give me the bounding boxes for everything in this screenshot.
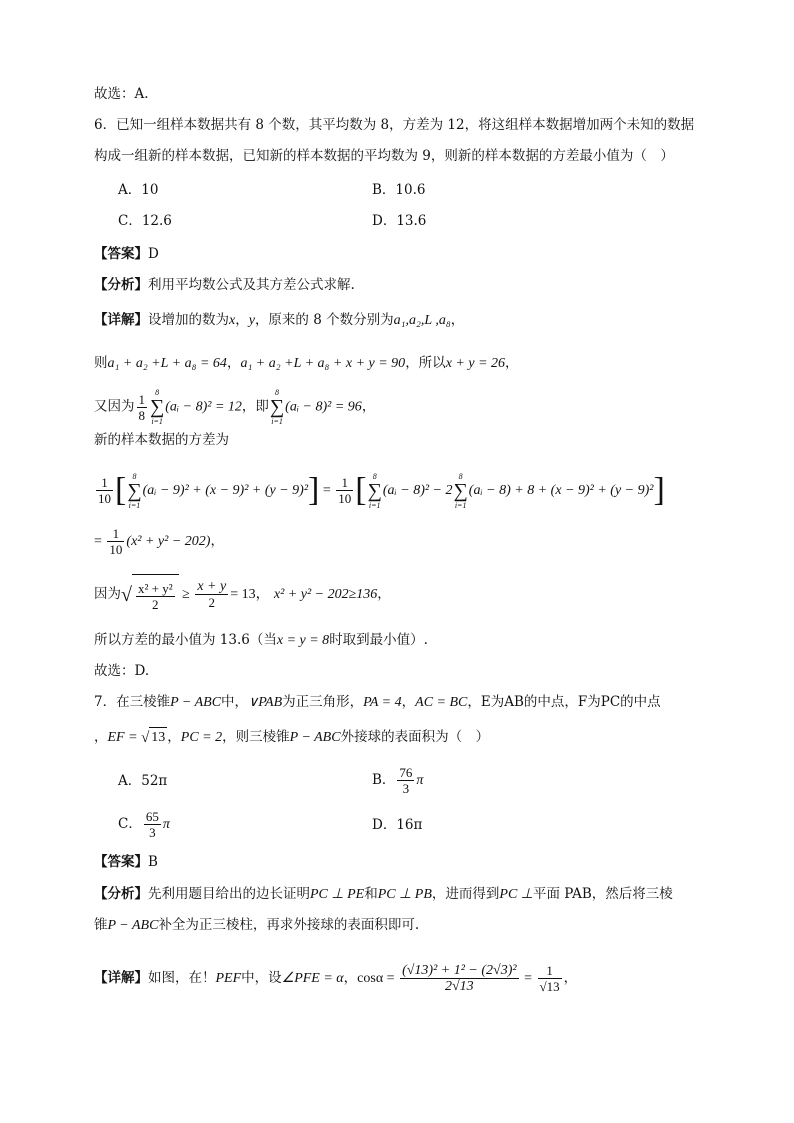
q7-answer-line <box>94 852 158 872</box>
fraction-1-10: $\frac{1}{10}$ <box>98 475 111 506</box>
sigma-icon: 8 ∑ i=1 <box>367 471 382 510</box>
frac-num: 76 <box>399 765 413 780</box>
bracket-open: [ <box>115 471 127 509</box>
perp-pc-plane: PC ⊥ <box>499 887 533 902</box>
q6-detail-line3: 又因为 $\frac{1}{8}$ 8 ∑ i=1 (aᵢ − 8)² = 12，即 8 ∑ i=1 (aᵢ − 8)² = 96， <box>94 388 376 426</box>
answer-tag: 【答案】 <box>94 246 148 262</box>
sigma-icon: 8 ∑ i=1 <box>269 388 285 426</box>
q7-text: 7．在三棱锥 <box>94 694 171 710</box>
inequality-result: x² + y² − 202≥136 <box>273 587 378 603</box>
comma: ， <box>377 586 391 603</box>
comma: ， <box>343 970 358 986</box>
comma: ， <box>401 694 416 710</box>
radicand: 13 <box>149 727 167 748</box>
q6-option-b: B．10.6 <box>372 182 426 198</box>
q7-analysis-text: 先利用题目给出的边长证明 <box>148 886 310 902</box>
sigma-icon: 8 ∑ i=1 <box>453 471 468 510</box>
min-text-end: 时取到最小值）. <box>329 632 428 648</box>
q7-detail-text: 中，设 <box>241 970 282 986</box>
analysis-tag: 【分析】 <box>94 277 148 293</box>
q6-option-d: D．13.6 <box>372 213 427 229</box>
answer-tag: 【答案】 <box>94 854 148 870</box>
comma: ， <box>94 729 108 746</box>
frac-den: 3 <box>149 825 156 840</box>
q6-conclusion: 故选：D. <box>94 663 150 679</box>
q6-min-line <box>94 630 428 651</box>
cosine-fraction <box>400 963 519 994</box>
q6-answer: D <box>148 246 159 262</box>
q6-detail-text2: ，原来的 8 个数分别为 <box>254 312 394 328</box>
q7-analysis-line2 <box>94 915 419 936</box>
fraction-mean <box>195 579 228 610</box>
q6-analysis-line <box>94 275 355 295</box>
q7-text: ，则三棱锥 <box>222 729 290 746</box>
q7-analysis-text: 补全为正三棱柱，再求外接球的表面积即可. <box>158 917 420 933</box>
detail-tag: 【详解】 <box>94 312 148 328</box>
sum-equation-2: a₁ + a₂ +L + a₈ + x + y = 90 <box>240 356 406 371</box>
var-y: y <box>248 313 255 328</box>
frac-num: 65 <box>145 809 159 824</box>
comma: ， <box>235 312 249 328</box>
label-then: 则 <box>94 355 108 371</box>
comma: ， <box>210 533 224 549</box>
q7-analysis-text: 和 <box>364 886 378 902</box>
q5-conclusion: 故选：A. <box>94 86 149 102</box>
equals-13: = 13， <box>230 587 270 603</box>
angle-pfe: ∠PFE = α <box>281 971 344 986</box>
bracket-close: ] <box>653 471 665 509</box>
sum-squares-equation: (aᵢ − 8)² = 96 <box>285 399 362 415</box>
sequence-a: a₁,a₂,L ,a₈ <box>393 313 451 328</box>
q6-variance-result: = $\frac{1}{10}$ (x² + y² − 202)， <box>94 526 224 557</box>
label-because: 因为 <box>94 586 121 603</box>
triangle-pab: ∨PAB <box>248 695 283 710</box>
q7-detail-text: 如图，在！ <box>148 970 216 986</box>
variance-sum-right-2: (aᵢ − 8) + 8 + (x − 9)² + (y − 9)² <box>468 483 654 498</box>
ef-length: EF = <box>107 730 142 746</box>
q6-inequality-line: 因为√ $\frac{\text{x² + y²}}{2}$ ≥ $\frac{x + y}{2}$ = 13， x² + y² − 202≥136， <box>94 574 391 615</box>
variance-sum-right: (aᵢ − 8)² − 2 <box>382 483 453 498</box>
sigma-icon: 8 ∑ i=1 <box>150 388 165 426</box>
bracket-close: ] <box>308 471 320 509</box>
frac-num: x + y <box>197 579 227 595</box>
pyramid-name: P − ABC <box>107 918 159 933</box>
frac-den: 2 <box>152 596 159 612</box>
q6-stem-line1: 6．已知一组样本数据共有 8 个数，其平均数为 8，方差为 12，将这组样本数据增加两个未知的数据 <box>94 117 695 133</box>
q6-detail-line4: 新的样本数据的方差为 <box>94 432 229 448</box>
fraction-rad <box>136 581 175 612</box>
sum-xy-equation: x + y = 26 <box>445 356 506 371</box>
option-label: B． <box>372 772 396 788</box>
q7-option-d: D．16π <box>372 817 423 833</box>
q7-analysis-text: ，进而得到 <box>431 886 500 902</box>
ac-equals-bc: AC = BC <box>415 695 468 710</box>
pi-symbol: π <box>416 773 424 788</box>
q7-detail-line <box>94 956 577 1001</box>
q7-stem-line1 <box>94 692 661 713</box>
fraction-1-10: $\frac{1}{10}$ <box>109 526 123 557</box>
frac-num: 1 <box>138 391 145 407</box>
comma: ， <box>167 729 181 746</box>
frac-den: 8 <box>138 407 145 423</box>
cos-alpha: cosα = <box>357 971 399 986</box>
perp-pc-pe: PC ⊥ PE <box>310 887 365 902</box>
q7-analysis-text: 平面 PAB，然后将三棱 <box>533 886 673 902</box>
q6-answer-line <box>94 244 159 264</box>
q6-detail-line1 <box>94 310 464 331</box>
frac-num: 1 <box>538 963 562 979</box>
label-namely: ，即 <box>241 398 269 415</box>
sum-equation-1: a₁ + a₂ +L + a₈ = 64 <box>107 356 227 371</box>
var-x: x <box>229 313 236 328</box>
q7-stem-line2 <box>94 727 489 748</box>
frac-num: (√13)² + 1² − (2√3)² <box>402 963 517 978</box>
sigma-icon: 8 ∑ i=1 <box>127 471 142 510</box>
min-text: 所以方差的最小值为 13.6（当 <box>94 632 277 648</box>
option-label: C． <box>118 816 142 832</box>
frac-num: x² + y² <box>137 580 173 596</box>
comma: ， <box>563 970 578 986</box>
q7-option-c <box>118 806 170 843</box>
detail-tag: 【详解】 <box>94 970 148 986</box>
q6-option-c: C．12.6 <box>118 213 172 229</box>
frac-den: 2 <box>208 595 215 611</box>
variance-result-expression: (x² + y² − 202) <box>126 534 211 549</box>
q6-variance-expansion: $\frac{1}{10}$ [ 8 ∑ i=1 (aᵢ − 9)² + (x − 9)² + (y − 9)²] = $\frac{1}{10}$ [ 8 ∑ i=1 (aᵢ − 8)² − 2 8 ∑ i=1 (aᵢ − 8) + 8 + (x − 9)² + (y − 9)²] <box>98 471 665 510</box>
triangle-pef: PEF <box>215 971 242 986</box>
fraction-76-3 <box>397 765 414 796</box>
pyramid-name: P − ABC <box>170 695 222 710</box>
sqrt-expression: √ $\frac{\text{x² + y²}}{2}$ <box>121 574 179 615</box>
equals: = <box>520 971 536 986</box>
sqrt-13: √ 13 <box>141 727 167 748</box>
fraction-1-8 <box>137 392 148 423</box>
q7-option-a: A．52π <box>118 773 168 789</box>
q6-detail-text: 设增加的数为 <box>148 312 229 328</box>
fraction-1-10: $\frac{1}{10}$ <box>338 475 352 506</box>
frac-den: 2√13 <box>444 979 474 994</box>
q7-analysis-line1 <box>94 884 673 905</box>
pi-symbol: π <box>162 817 170 832</box>
analysis-tag: 【分析】 <box>94 886 148 902</box>
variance-sum-left: (aᵢ − 9)² + (x − 9)² + (y − 9)² <box>142 483 309 498</box>
result-fraction <box>538 963 562 994</box>
q7-text: 为正三角形， <box>282 694 364 710</box>
q7-text: 外接球的表面积为（ ） <box>340 729 490 746</box>
frac-den: 3 <box>402 781 410 796</box>
variance-equation: (aᵢ − 8)² = 12 <box>165 399 242 415</box>
pa-length: PA = 4 <box>363 695 402 710</box>
equality-condition: x = y = 8 <box>276 633 330 648</box>
pc-length: PC = 2 <box>180 730 223 746</box>
label-so: ，所以 <box>405 355 446 371</box>
bracket-open: [ <box>355 471 367 509</box>
q6-stem-line2: 构成一组新的样本数据，已知新的样本数据的平均数为 9，则新的样本数据的方差最小值为（ ） <box>94 148 674 164</box>
q7-answer: B <box>148 854 158 870</box>
pyramid-name: P − ABC <box>289 730 341 746</box>
q6-analysis: 利用平均数公式及其方差公式求解. <box>148 277 355 293</box>
comma: ， <box>450 312 465 328</box>
q6-detail-line2: 则a₁ + a₂ +L + a₈ = 64，a₁ + a₂ +L + a₈ + x + y = 90，所以x + y = 26， <box>94 355 519 371</box>
q7-text: 中， <box>221 694 249 710</box>
q6-option-a: A．10 <box>118 182 159 198</box>
q7-text: ，E为AB的中点，F为PC的中点 <box>467 694 661 710</box>
q7-option-b <box>372 762 423 799</box>
fraction-65-3 <box>144 809 161 840</box>
label-because: 又因为 <box>94 398 135 415</box>
perp-pc-pb: PC ⊥ PB <box>377 887 432 902</box>
frac-den: √13 <box>539 979 560 994</box>
q7-analysis-text: 锥 <box>94 917 108 933</box>
